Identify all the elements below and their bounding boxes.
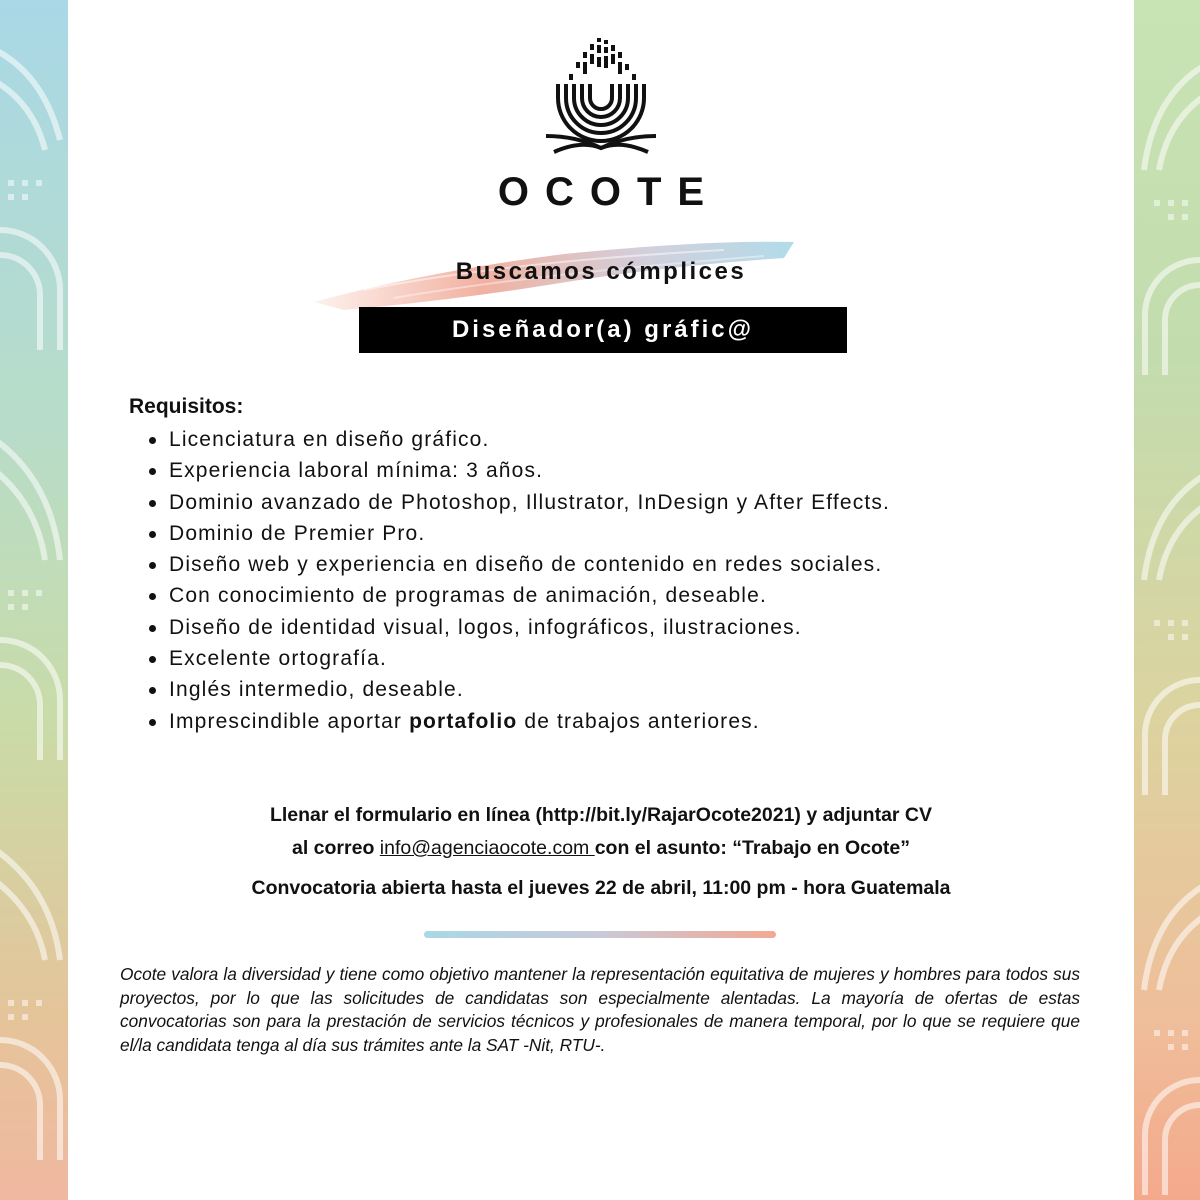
diversity-statement: Ocote valora la diversidad y tiene como objetivo mantener la representación equitativa de mujeres y hombres para todos sus proyectos, por lo que las solicitudes de candidatas son especialmente alentadas. La mayoría de ofertas de estas convocatorias son para la prestación de servicios técnicos y profesionales de manera temporal, por lo que se requiere que el/la candidata tenga al día sus trámites ante la SAT -Nit, RTU-. [120,964,1080,1055]
role-title: Diseñador(a) gráfic@ [451,316,755,343]
gradient-divider [424,931,776,938]
requirements-title: Requisitos: [129,395,244,418]
decorative-border-right [1134,0,1200,1200]
list-item [169,706,890,737]
decorative-border-left [0,0,68,1200]
email-link[interactable]: info@agenciaocote.com [379,837,595,859]
list-item: Diseño de identidad visual, logos, infográficos, ilustraciones. [169,612,890,643]
ocote-logo-icon [546,36,656,160]
list-item: Dominio avanzado de Photoshop, Illustrator, InDesign y After Effects. [169,487,890,518]
role-banner [359,307,847,353]
deadline-text: Convocatoria abierta hasta el jueves 22 de abril, 11:00 pm - hora Guatemala [251,877,951,899]
list-item: Con conocimiento de programas de animación, deseable. [169,580,890,611]
requirements-list [169,424,890,737]
brand-name: OCOTE [497,170,721,214]
pattern-icon [1134,0,1200,1200]
list-item: Inglés intermedio, deseable. [169,674,890,705]
subtitle: Buscamos cómplices [455,258,747,285]
apply-text: al correo [291,837,380,859]
apply-instructions: Llenar el formulario en línea (http://bit.ly/RajarOcote2021) y adjuntar CV [269,804,933,826]
portfolio-emphasis: portafolio [409,709,518,733]
flyer-page [68,0,1134,1200]
list-item: Experiencia laboral mínima: 3 años. [169,455,890,486]
pattern-icon [0,0,68,1200]
list-item-text: Imprescindible aportar [169,709,410,733]
list-item: Excelente ortografía. [169,643,890,674]
list-item: Dominio de Premier Pro. [169,518,890,549]
apply-text: con el asunto: “Trabajo en Ocote” [594,837,911,859]
list-item: Diseño web y experiencia en diseño de contenido en redes sociales. [169,549,890,580]
apply-email-line [68,837,1134,860]
list-item: Licenciatura en diseño gráfico. [169,424,890,455]
list-item-text: de trabajos anteriores. [517,709,760,733]
